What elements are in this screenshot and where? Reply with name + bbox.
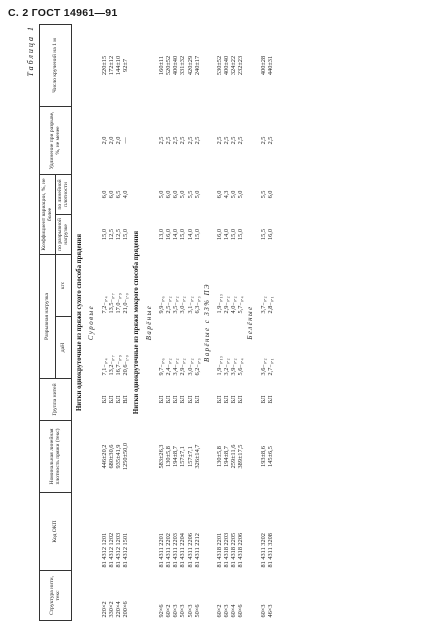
cell-structure: 60×6 xyxy=(237,604,245,618)
table-body xyxy=(71,24,274,620)
cell-twist: 144±10 xyxy=(115,55,122,76)
cell-dan: 3,6₋₀.₂ xyxy=(260,358,267,376)
cell-kgs: 1,9₋₀.₁₃ xyxy=(216,294,224,314)
cell-cv-density: 5,0 xyxy=(158,190,166,199)
cell-nominal: 680±30,6 xyxy=(107,444,115,469)
cell-elongation: 2,5 xyxy=(223,136,231,145)
cell-cv-density: 5,0 xyxy=(179,190,187,199)
cell-cv-load: 12,5 xyxy=(115,228,122,240)
cell-kgs: 13,5₋₀.₇ xyxy=(107,293,115,314)
table-row xyxy=(179,24,186,620)
cell-okp: 81 4312 1201 xyxy=(100,532,108,568)
subgroup-title: Белёные xyxy=(247,305,255,340)
subgroup-title: Варёные xyxy=(145,304,153,341)
cell-cv-load: 13,0 xyxy=(158,228,166,240)
cell-nominal: 446±20,2 xyxy=(100,444,108,469)
cell-cv-load: 15,5 xyxy=(260,228,267,240)
cell-twist: 331±32 xyxy=(179,55,187,76)
cell-okp: 81 4318 2205 xyxy=(230,532,238,568)
cell-structure: 50×3 xyxy=(186,604,194,618)
cell-twist: 240±17 xyxy=(193,55,201,76)
cell-twist: 324±22 xyxy=(230,55,238,76)
cell-nominal: 389±17,5 xyxy=(237,444,245,469)
cell-kgs: 3,0₋₀.₂ xyxy=(179,296,187,314)
cell-cv-load: 14,0 xyxy=(223,228,231,240)
cell-elongation: 2,5 xyxy=(186,136,194,145)
col-twist: Число кручений на 1 м xyxy=(40,24,72,106)
cell-dan: 2,4₋₀.₂ xyxy=(165,358,173,376)
cell-cv-load: 14,0 xyxy=(186,228,194,240)
cell-nominal: 194±8,7 xyxy=(172,446,180,467)
cell-elongation: 2,0 xyxy=(107,136,115,145)
cell-cv-density: 5,5 xyxy=(260,190,267,199)
table-row xyxy=(108,24,115,620)
page-header: С. 2 ГОСТ 14961—91 xyxy=(8,7,118,19)
subgroup-title-row xyxy=(244,24,257,620)
cell-twist: 400±40 xyxy=(223,55,231,76)
cell-okp: 81 4311 2203 xyxy=(172,533,180,568)
col-dan: даН xyxy=(55,317,71,379)
cell-okp: 81 4318 2201 xyxy=(216,532,224,568)
col-kgs: кгс xyxy=(55,254,71,316)
col-okp: Код ОКП xyxy=(40,493,72,571)
cell-cv-load: 15,0 xyxy=(230,228,238,240)
cell-dan: 2,7₋₀.₁ xyxy=(267,358,275,376)
cell-group: БЛ xyxy=(107,395,115,404)
cell-twist: 220±15 xyxy=(100,55,108,76)
cell-group: БЛ xyxy=(165,395,173,404)
cell-cv-density: 5,0 xyxy=(193,190,201,199)
cell-dan: 7,1₋₀.₄ xyxy=(100,358,108,376)
cell-cv-load: 15,0 xyxy=(193,228,201,240)
cell-nominal: 935±41,9 xyxy=(115,444,122,469)
cell-group: БЛ xyxy=(100,395,108,404)
cell-okp: 81 4312 1202 xyxy=(107,532,115,568)
cell-structure: 200×6 xyxy=(122,601,130,618)
cell-structure: 60×3 xyxy=(172,604,180,618)
cell-structure: 60×3 xyxy=(223,604,231,618)
cell-okp: 81 4311 2206 xyxy=(186,533,194,568)
cell-cv-density: 4,0 xyxy=(122,190,130,199)
cell-cv-load: 12,5 xyxy=(107,228,115,240)
cell-elongation: 2,5 xyxy=(193,136,201,145)
cell-group: БЛ xyxy=(267,395,275,404)
cell-cv-density: 6,0 xyxy=(100,190,108,199)
cell-cv-density: 6,0 xyxy=(216,190,224,199)
cell-okp: 81 4311 3202 xyxy=(260,533,267,568)
cell-elongation: 2,0 xyxy=(100,136,108,145)
subgroup-title: Варёные с 33% ПЭ xyxy=(203,283,211,362)
cell-elongation: 2,5 xyxy=(158,136,166,145)
cell-elongation: 2,0 xyxy=(115,136,122,145)
cell-group: БЛ xyxy=(179,395,187,404)
cell-elongation: 2,5 xyxy=(237,136,245,145)
cell-elongation: 2,5 xyxy=(165,136,173,145)
cell-kgs: 3,5₋₀.₂ xyxy=(172,296,180,314)
cell-nominal: 157±7,1 xyxy=(186,446,194,467)
cell-dan: 3,4₋₀.₂ xyxy=(172,358,180,376)
table-row xyxy=(213,24,223,620)
cell-elongation: 2,5 xyxy=(230,136,238,145)
subgroup-title-row xyxy=(85,24,98,620)
cell-cv-load: 16,0 xyxy=(165,228,173,240)
cell-dan: 2,9₋₀.₂ xyxy=(179,358,187,376)
table-row xyxy=(257,24,267,620)
table-row xyxy=(172,24,179,620)
table-row xyxy=(187,24,194,620)
table-header xyxy=(40,24,72,620)
cell-cv-density: 6,5 xyxy=(115,190,122,199)
section-title: Нитки однокруточные из пряжи сухого способа прядения xyxy=(75,233,83,411)
cell-nominal: 1250±50,0 xyxy=(122,442,130,471)
table-label: Таблица 1 xyxy=(26,25,35,77)
cell-structure: 50×6 xyxy=(193,604,201,618)
cell-nominal: 130±5,8 xyxy=(165,446,173,467)
cell-kgs: 4,0₋₀.₂ xyxy=(230,296,238,314)
table-row xyxy=(122,24,129,620)
cell-elongation: 2,5 xyxy=(179,136,187,145)
table-row xyxy=(237,24,244,620)
cell-group: БЛ xyxy=(237,395,245,404)
cell-group: БЛ xyxy=(115,395,122,404)
section-title-row xyxy=(71,24,85,620)
cell-twist: 420±29 xyxy=(186,55,194,76)
cell-structure: 220×2 xyxy=(100,601,108,618)
cell-okp: 81 4312 1501 xyxy=(122,532,130,568)
col-structure: Структура нити, текс xyxy=(40,571,72,621)
cell-group: БЛ xyxy=(230,395,238,404)
cell-dan: 3,0₋₀.₂ xyxy=(186,358,194,376)
cell-cv-density: 5,0 xyxy=(237,190,245,199)
cell-group: БЛ xyxy=(216,395,224,404)
cell-cv-load: 15,0 xyxy=(100,228,108,240)
table-row xyxy=(115,24,122,620)
cell-kgs: 17,0₋₀.₉ xyxy=(115,293,122,314)
cell-dan: 16,7₋₀.₉ xyxy=(115,355,122,376)
cell-elongation: 2,5 xyxy=(260,136,267,145)
cell-dan: 1,9₋₀.₁₃ xyxy=(216,356,224,376)
cell-dan: 13,2₋₀.₇ xyxy=(107,355,115,376)
cell-structure: 50×3 xyxy=(179,604,187,618)
cell-nominal: 326±14,7 xyxy=(193,444,201,469)
cell-okp: 81 4312 1203 xyxy=(115,532,122,568)
cell-okp: 81 4311 2204 xyxy=(179,533,187,568)
col-cv-density: по линейной плотности xyxy=(55,174,71,214)
section-title-row xyxy=(129,24,143,620)
cell-nominal: 583±26,3 xyxy=(158,444,166,469)
cell-dan: 20,6₋₁.₀ xyxy=(122,355,130,376)
col-elongation: Удлинение при разрыве, %, не менее xyxy=(40,106,72,174)
spec-table xyxy=(39,24,274,621)
cell-okp: 81 4311 2202 xyxy=(165,533,173,568)
cell-dan: 6,2₋₀.₃ xyxy=(193,358,201,376)
cell-group: БЛ xyxy=(223,395,231,404)
cell-okp: 81 4318 2206 xyxy=(237,532,245,568)
subgroup-title-row xyxy=(201,24,214,620)
cell-kgs: 21,0₋₁.₀ xyxy=(122,293,130,314)
col-group: Группа нитей xyxy=(40,379,72,421)
cell-twist: 232±23 xyxy=(237,55,245,76)
table-row xyxy=(98,24,108,620)
cell-cv-density: 6,0 xyxy=(165,190,173,199)
cell-structure: 46×3 xyxy=(267,604,275,618)
cell-cv-density: 6,0 xyxy=(267,190,275,199)
cell-group: БЛ xyxy=(193,395,201,404)
cell-cv-load: 15,0 xyxy=(179,228,187,240)
cell-dan: 3,2₋₀.₂ xyxy=(223,358,231,376)
cell-structure: 330×2 xyxy=(107,601,115,618)
cell-twist: 92±7 xyxy=(122,59,130,72)
col-cv: Коэффициент вариации, %, не более xyxy=(40,174,56,254)
cell-kgs: 2,9₋₀.₂ xyxy=(223,296,231,314)
table-row xyxy=(155,24,165,620)
cell-elongation: 2,5 xyxy=(267,136,275,145)
cell-twist: 400±40 xyxy=(172,55,180,76)
cell-okp: 81 4311 2212 xyxy=(193,533,201,568)
section-title: Нитки однокруточные из пряжи мокрого способа прядения xyxy=(133,230,141,415)
cell-dan: 5,6₋₀.₄ xyxy=(237,358,245,376)
cell-nominal: 130±5,8 xyxy=(216,446,224,467)
subgroup-title-row xyxy=(143,24,156,620)
cell-kgs: 2,5₋₀.₂ xyxy=(165,296,173,314)
cell-elongation: — xyxy=(122,137,130,144)
cell-kgs: 7,2₋₀.₄ xyxy=(100,296,108,314)
cell-group: ВЛ xyxy=(122,395,130,404)
table-row xyxy=(165,24,172,620)
cell-cv-load: 15,0 xyxy=(237,228,245,240)
cell-structure: 60×3 xyxy=(260,604,267,618)
cell-structure: 60×2 xyxy=(216,604,224,618)
cell-structure: 92×6 xyxy=(158,604,166,618)
cell-kgs: 3,7₋₀.₂ xyxy=(260,296,267,314)
cell-cv-load: 16,0 xyxy=(267,228,275,240)
table-row xyxy=(267,24,274,620)
cell-cv-density: 5,0 xyxy=(230,190,238,199)
table-row xyxy=(230,24,237,620)
cell-kgs: 9,9₋₀.₆ xyxy=(158,296,166,314)
cell-nominal: 259±11,6 xyxy=(230,444,238,469)
cell-kgs: 6,3₋₀.₃ xyxy=(193,296,201,314)
cell-twist: 400±28 xyxy=(260,55,267,76)
cell-cv-density: 4,3 xyxy=(223,190,231,199)
cell-elongation: 2,5 xyxy=(172,136,180,145)
cell-structure: 220×4 xyxy=(115,601,122,618)
cell-structure: 60×2 xyxy=(165,604,173,618)
cell-twist: 440±31 xyxy=(267,55,275,76)
cell-okp: 81 4318 2203 xyxy=(223,532,231,568)
cell-cv-density: 6,0 xyxy=(172,190,180,199)
cell-cv-density: 6,0 xyxy=(107,190,115,199)
cell-twist: 520±52 xyxy=(165,55,173,76)
cell-kgs: 2,8₋₀.₁ xyxy=(267,296,275,314)
col-nominal: Номинальная линейная плотность пряжи (текс) xyxy=(40,421,72,493)
cell-okp: 81 4311 2201 xyxy=(158,533,166,568)
table-row xyxy=(223,24,230,620)
cell-dan: 3,9₋₀.₂ xyxy=(230,358,238,376)
cell-cv-load: 16,0 xyxy=(216,228,224,240)
cell-cv-load: 14,0 xyxy=(172,228,180,240)
cell-nominal: 194±8,7 xyxy=(223,446,231,467)
cell-cv-density: 5,5 xyxy=(186,190,194,199)
cell-cv-load: 15,0 xyxy=(122,228,130,240)
col-cv-load: по разрывной нагрузке xyxy=(55,214,71,254)
cell-elongation: 2,5 xyxy=(216,136,224,145)
cell-group: БЛ xyxy=(158,395,166,404)
cell-group: БЛ xyxy=(172,395,180,404)
cell-kgs: 3,1₋₀.₂ xyxy=(186,296,194,314)
rotated-table-page xyxy=(26,25,418,621)
table-row xyxy=(194,24,201,620)
cell-nominal: 145±6,5 xyxy=(267,446,275,467)
col-breaking-load: Разрывная нагрузка xyxy=(40,254,56,378)
cell-twist: 172±12 xyxy=(107,55,115,76)
cell-kgs: 5,7₋₀.₄ xyxy=(237,296,245,314)
cell-nominal: 193±8,6 xyxy=(260,446,267,467)
cell-twist: 160±11 xyxy=(158,56,166,75)
cell-okp: 81 4311 3208 xyxy=(267,533,275,568)
cell-group: БЛ xyxy=(260,395,267,404)
cell-structure: 60×4 xyxy=(230,604,238,618)
subgroup-title: Суровые xyxy=(88,304,96,341)
cell-group: БЛ xyxy=(186,395,194,404)
cell-nominal: 157±7,1 xyxy=(179,446,187,467)
cell-dan: 9,7₋₀.₆ xyxy=(158,358,166,376)
cell-twist: 530±52 xyxy=(216,55,224,76)
